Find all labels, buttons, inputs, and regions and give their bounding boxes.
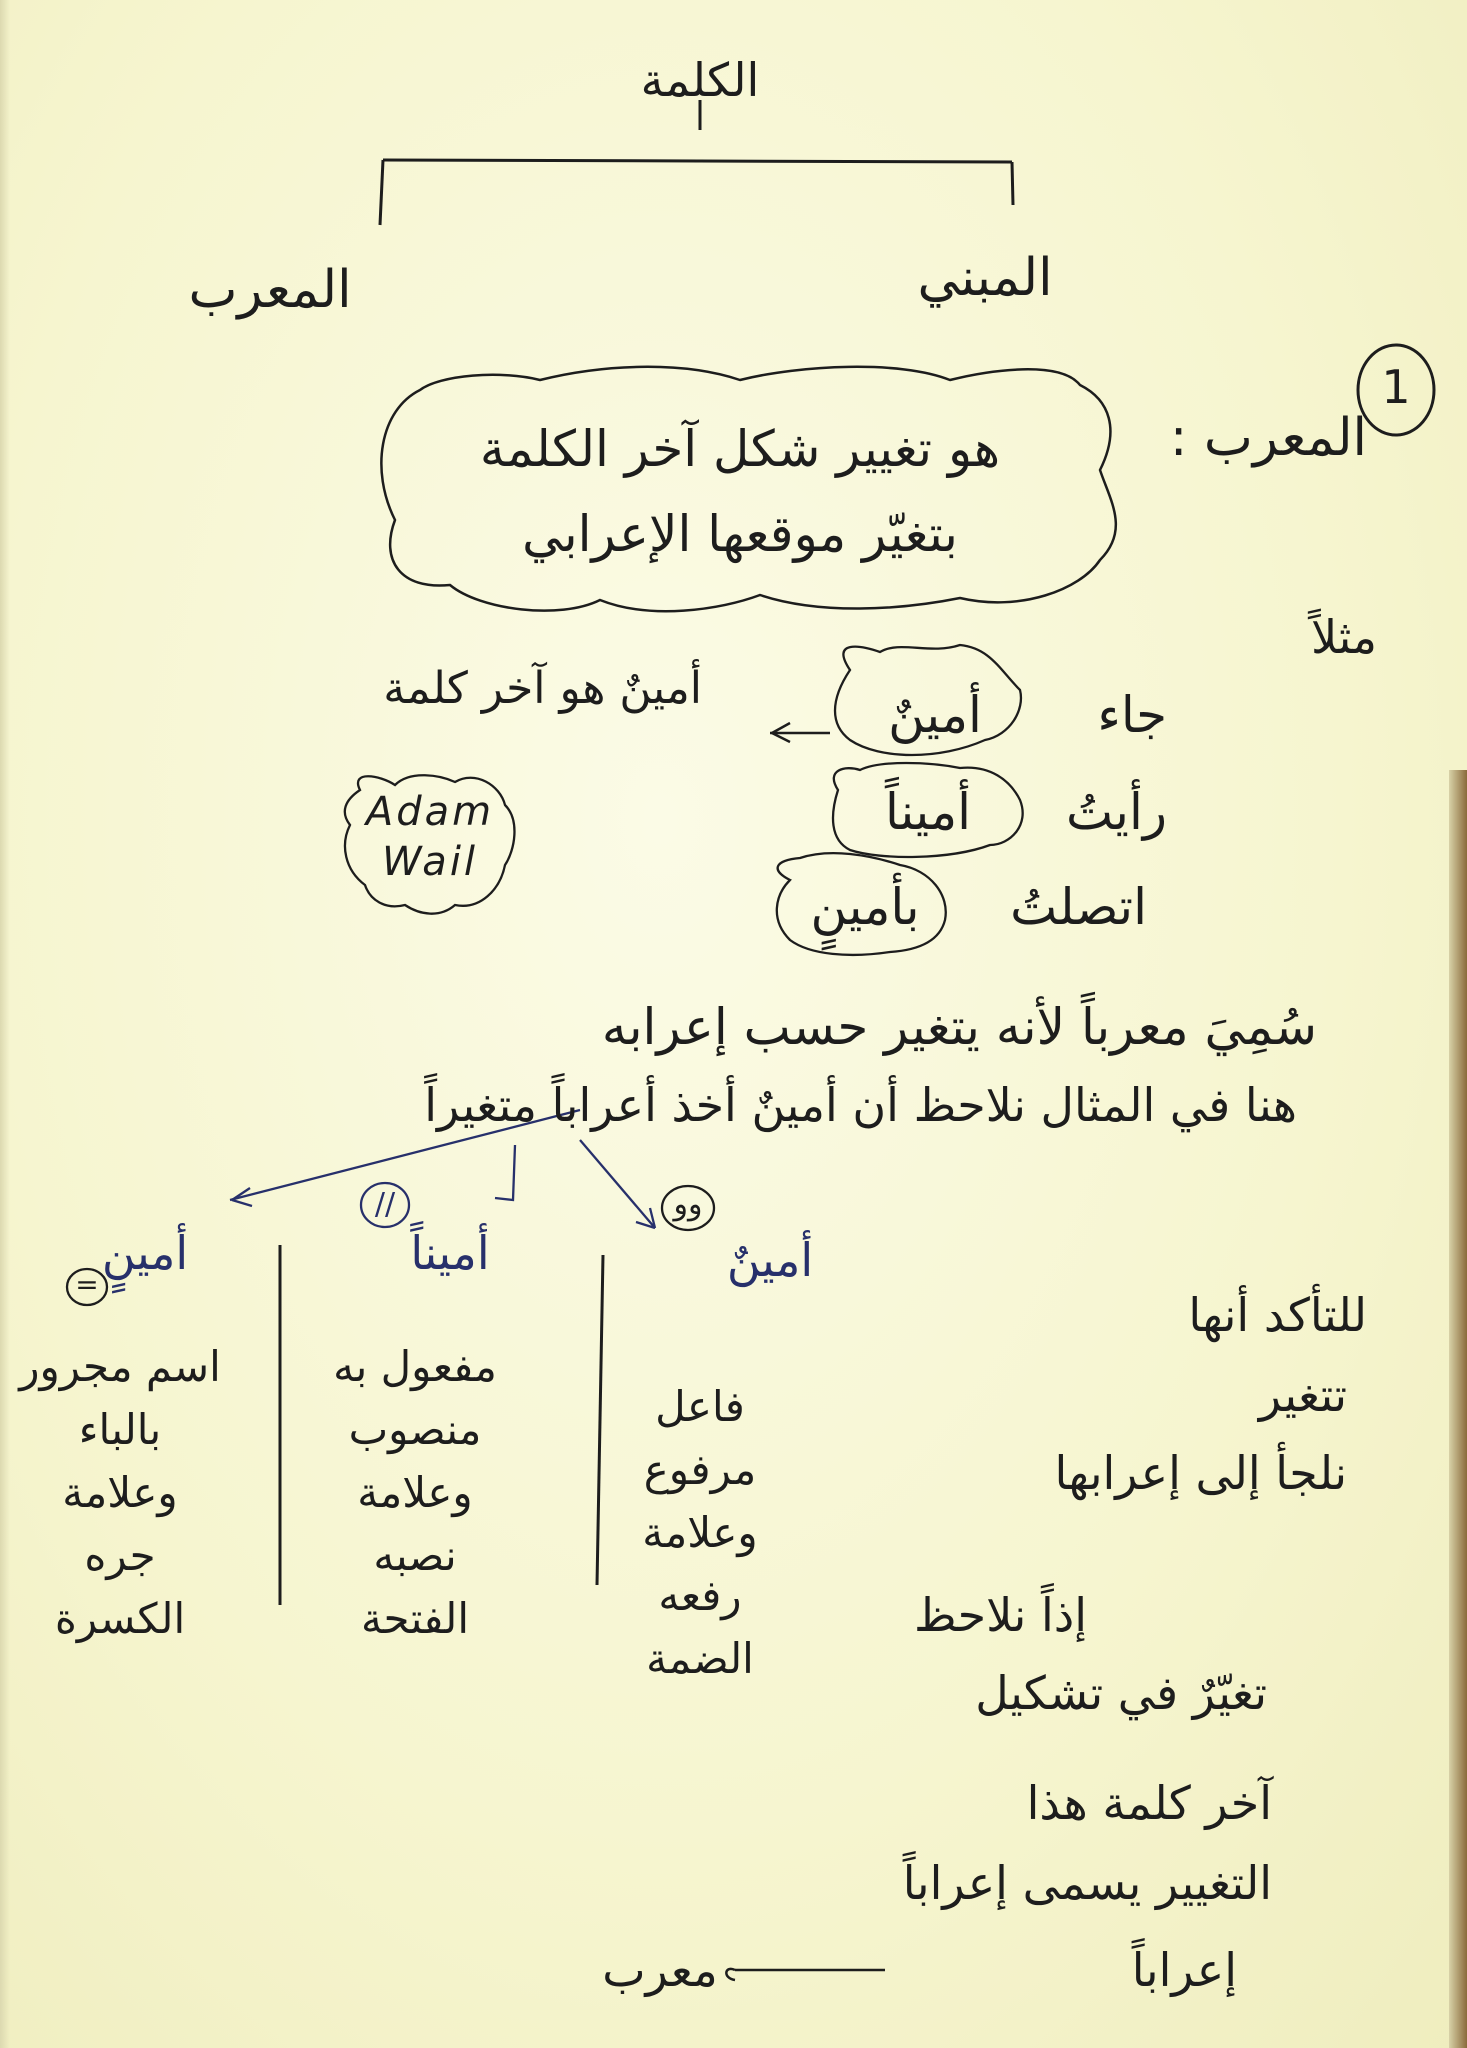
example-2-verb: رأيتُ [1065,783,1167,841]
side-note-line-5: إذاً نلاحظ [913,1588,1087,1642]
example-2-word: أميناً [884,783,972,841]
case-line: مرفوع [643,1445,757,1494]
case-line: فاعل [655,1382,745,1431]
side-note-line-1: للتأكد أنها [1188,1288,1367,1342]
side-note-line-8: التغيير يسمى إعراباً [902,1856,1272,1910]
example-3-verb: اتصلتُ [1010,878,1147,936]
definition-line-2: بتغيّر موقعها الإعرابي [522,505,958,563]
case-line: وعلامة [357,1468,473,1517]
case-word-mansub: أميناً [410,1226,490,1280]
case-column-mansub [290,1335,540,1650]
example-3-word: بأمينٍ [810,878,920,936]
case-line: رفعه [658,1571,742,1620]
signature-line-1: Adam [365,789,495,835]
branch-muarab: المعرب [188,260,352,320]
case-line: نصبه [373,1531,457,1580]
case-line: جره [84,1531,156,1580]
side-note-line-7: آخر كلمة هذا [1026,1776,1272,1830]
case-column-majrur [5,1335,235,1650]
example-label: مثلاً [1311,610,1377,664]
section-number: 1 [1381,360,1411,414]
final-irab: إعراباً [1131,1943,1237,1997]
explanation-line-1: سُمِيَ معرباً لأنه يتغير حسب إعرابه [601,998,1317,1056]
explanation-line-2: هنا في المثال نلاحظ أن أمينٌ أخذ أعراباً متغيراً [424,1078,1297,1132]
side-note-line-2: تتغير [1258,1368,1347,1422]
case-word-majrur: أمينٍ [101,1226,189,1280]
case-line: مفعول به [333,1342,497,1391]
case-line: الضمة [646,1634,754,1683]
case-mark-kasra: = [75,1268,99,1301]
side-note-line-6: تغيّرٌ في تشكيل [975,1666,1267,1720]
case-column-marfu [600,1375,800,1690]
signature-line-2: Wail [381,839,479,885]
case-mark-damma: وو [673,1187,703,1222]
example-1-verb: جاء [1097,686,1167,744]
case-line: وعلامة [62,1468,178,1517]
case-line: الكسرة [54,1594,186,1643]
case-line: اسم مجرور [19,1342,221,1391]
side-note-line-3: نلجأ إلى إعرابها [1054,1446,1347,1500]
case-word-marfu: أمينٌ [726,1233,814,1287]
definition-label: المعرب : [1169,408,1367,468]
definition-line-1: هو تغيير شكل آخر الكلمة [479,420,1001,478]
case-line: بالباء [78,1405,162,1454]
case-line: منصوب [348,1405,482,1454]
branch-mabni: المبني [917,248,1053,308]
root-word: الكلمة [640,53,760,107]
case-line: الفتحة [360,1594,469,1643]
arrow-note: أمينٌ هو آخر كلمة [383,663,702,714]
case-line: وعلامة [642,1508,758,1557]
case-mark-fatha: // [374,1187,396,1222]
example-1-word: أمينٌ [888,686,982,744]
final-muarab: معرب [602,1943,718,1997]
